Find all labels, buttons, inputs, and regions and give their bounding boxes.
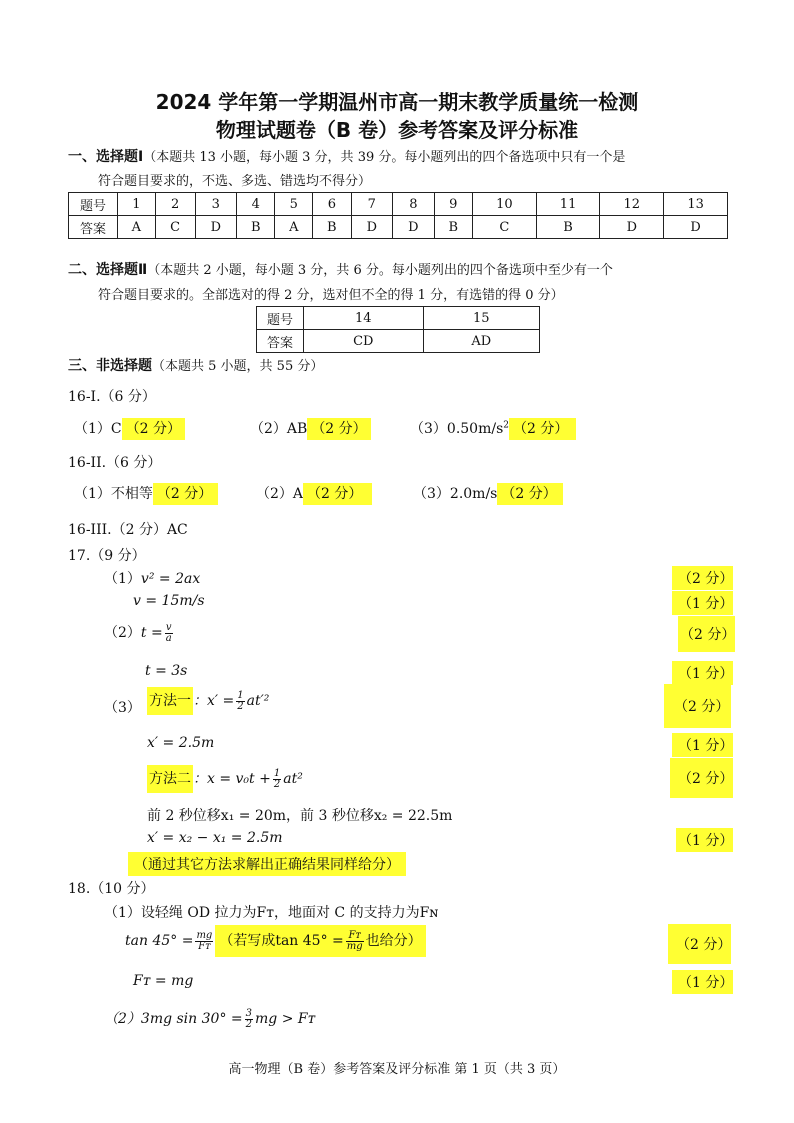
equation-lhs: ：x = v₀t +: [193, 771, 271, 787]
answer-cell: C: [155, 216, 195, 239]
equation-lhs: t =: [140, 625, 163, 641]
numerator: Fᴛ: [346, 931, 364, 942]
section3-desc: （本题共 5 小题，共 55 分）: [152, 359, 324, 374]
q16-3-label: 16-III.（2 分）AC: [68, 522, 188, 538]
numerator: mg: [196, 929, 213, 941]
section1-heading: 一、选择题Ⅰ: [68, 149, 144, 165]
question-number: 6: [313, 193, 351, 216]
numerator: 3: [245, 1007, 253, 1019]
q16-1-answer1: [74, 418, 185, 438]
q17-eq9: x′ = x₂ − x₁ = 2.5m: [147, 830, 283, 846]
method1-label: 方法一: [147, 687, 193, 715]
score-highlight: （1 分）: [672, 661, 733, 685]
numerator: v: [165, 621, 172, 633]
answer-cell: B: [434, 216, 472, 239]
fraction: [273, 769, 281, 790]
q17-part3: （3）: [104, 700, 141, 716]
section1-desc2: 符合题目要求的，不选、多选、错选均不得分）: [98, 174, 372, 189]
score-highlight: （2 分）: [153, 483, 218, 505]
question-number: 13: [664, 193, 728, 216]
score-highlight: （2 分）: [668, 924, 731, 964]
question-number: 12: [600, 193, 664, 216]
score-highlight: （1 分）: [672, 733, 733, 757]
question-number: 1: [118, 193, 156, 216]
score-highlight: （2 分）: [497, 483, 562, 505]
answer-cell: B: [237, 216, 275, 239]
score-highlight: （2 分）: [672, 566, 733, 590]
note-pre: （若写成tan 45° =: [219, 933, 344, 949]
answer-text: （1）C: [74, 421, 122, 437]
score-highlight: （2 分）: [670, 758, 733, 798]
score-highlight: （2 分）: [122, 418, 185, 440]
section2-question-row: [257, 307, 540, 330]
answer-text: （2）AB: [250, 421, 308, 437]
answer-text: （1）不相等: [74, 486, 153, 502]
equation-rhs: at′²: [246, 693, 270, 709]
q17-label: 17.（9 分）: [68, 548, 146, 564]
answer-cell: CD: [304, 330, 424, 353]
denominator: 2: [245, 1018, 253, 1030]
section1-desc1: （本题共 13 小题，每小题 3 分，共 39 分。每小题列出的四个备选项中只有一个是: [143, 150, 626, 165]
equation-lhs: （2）3mg sin 30° =: [104, 1011, 243, 1027]
answer-cell: D: [600, 216, 664, 239]
page-footer: 高一物理（B 卷）参考答案及评分标准 第 1 页（共 3 页）: [228, 1062, 566, 1077]
question-number: 9: [434, 193, 472, 216]
denominator: a: [165, 632, 172, 644]
part-number: （1）: [104, 571, 141, 587]
fraction: [236, 691, 244, 712]
denominator: Fᴛ: [198, 940, 211, 952]
answer-cell: B: [313, 216, 351, 239]
answer-cell: B: [536, 216, 600, 239]
q18-part2: [104, 1008, 315, 1030]
section3-heading: 三、非选择题: [68, 358, 152, 374]
equation-lhs: ：x′ =: [193, 693, 235, 709]
q17-method1-line: [147, 690, 269, 712]
part-number: （2）: [104, 625, 141, 641]
q16-1-label: 16-I.（6 分）: [68, 389, 156, 405]
fraction: [195, 931, 213, 952]
score-highlight: （1 分）: [676, 828, 733, 852]
fraction: [245, 1009, 253, 1030]
section1-answer-table: [68, 192, 728, 239]
question-number: 15: [423, 307, 539, 330]
section2-heading: 二、选择题Ⅱ: [68, 262, 148, 278]
question-number: 2: [155, 193, 195, 216]
score-highlight: （2 分）: [664, 684, 731, 728]
answer-text: （3）0.50m/s: [410, 421, 504, 437]
page-title-line1: 2024 学年第一学期温州市高一期末教学质量统一检测: [155, 90, 639, 114]
question-number: 3: [195, 193, 237, 216]
question-number: 14: [304, 307, 424, 330]
section2-desc1: （本题共 2 小题，每小题 3 分，共 6 分。每小题列出的四个备选项中至少有一个: [147, 263, 613, 278]
question-number: 4: [237, 193, 275, 216]
section1-answer-row: [69, 216, 728, 239]
answer-text: （3）2.0m/s: [413, 486, 498, 502]
score-highlight: （2 分）: [303, 483, 372, 505]
section2-answer-table: [256, 306, 540, 353]
score-highlight: （1 分）: [672, 970, 733, 994]
score-highlight: （2 分）: [678, 616, 735, 652]
row-label-answer: 答案: [69, 216, 118, 239]
answer-cell: D: [664, 216, 728, 239]
question-number: 10: [472, 193, 536, 216]
q17-eq4: t = 3s: [145, 663, 188, 679]
equation-rhs: mg > Fᴛ: [255, 1011, 316, 1027]
q17-eq2: v = 15m/s: [133, 593, 205, 609]
section2-desc2: 符合题目要求的。全部选对的得 2 分，选对但不全的得 1 分，有选错的得 0 分）: [98, 288, 564, 303]
q17-part2: [104, 622, 175, 644]
answer-cell: C: [472, 216, 536, 239]
fraction: [165, 623, 173, 644]
score-highlight: （2 分）: [509, 418, 576, 440]
q18-label: 18.（10 分）: [68, 881, 155, 897]
section3-header: [68, 355, 323, 375]
score-highlight: （2 分）: [307, 418, 370, 440]
superscript: 2: [503, 420, 509, 431]
q18-eq1: [125, 930, 426, 952]
q16-2-label: 16-II.（6 分）: [68, 455, 162, 471]
q17-line8: 前 2 秒位移x₁ = 20m，前 3 秒位移x₂ = 22.5m: [147, 808, 453, 824]
answer-cell: D: [195, 216, 237, 239]
q18-part1-text: （1）设轻绳 OD 拉力为Fᴛ，地面对 C 的支持力为Fɴ: [104, 905, 439, 921]
note-post: 也给分）: [365, 933, 422, 949]
q18-eq2: Fᴛ = mg: [133, 973, 194, 989]
section2-answer-row: [257, 330, 540, 353]
section2-header: [68, 259, 613, 279]
q16-2-answer2: [256, 483, 372, 503]
equation-rhs: at²: [283, 771, 303, 787]
question-number: 5: [275, 193, 313, 216]
section1-header: [68, 146, 625, 166]
answer-cell: D: [393, 216, 435, 239]
answer-cell: A: [275, 216, 313, 239]
equation: v² = 2ax: [140, 571, 201, 587]
q17-note: （通过其它方法求解出正确结果同样给分）: [128, 852, 406, 876]
denominator: mg: [346, 940, 363, 952]
q16-2-answer3: [413, 483, 563, 503]
question-number: 11: [536, 193, 600, 216]
question-number: 8: [393, 193, 435, 216]
numerator: 1: [237, 689, 244, 701]
row-label-answer: 答案: [257, 330, 304, 353]
q17-part1: [104, 568, 200, 588]
answer-cell: A: [118, 216, 156, 239]
q16-1-answer3: [410, 418, 576, 438]
denominator: 2: [237, 700, 244, 712]
method2-label: 方法二: [147, 765, 193, 793]
page-title-line2: 物理试题卷（B 卷）参考答案及评分标准: [215, 118, 579, 142]
row-label-question: 题号: [69, 193, 118, 216]
numerator: 1: [273, 767, 281, 779]
score-highlight: （1 分）: [672, 591, 733, 615]
answer-cell: D: [351, 216, 393, 239]
equation-lhs: tan 45° =: [125, 933, 194, 949]
section1-question-row: [69, 193, 728, 216]
q16-1-answer2: [250, 418, 371, 438]
q17-eq6: x′ = 2.5m: [147, 735, 215, 751]
q16-2-answer1: [74, 483, 218, 503]
answer-text: （2）A: [256, 486, 304, 502]
q18-eq1-note: [215, 925, 425, 957]
q17-method2-line: [147, 768, 303, 790]
answer-cell: AD: [423, 330, 539, 353]
row-label-question: 题号: [257, 307, 304, 330]
fraction: [346, 931, 364, 952]
question-number: 7: [351, 193, 393, 216]
denominator: 2: [273, 778, 281, 790]
